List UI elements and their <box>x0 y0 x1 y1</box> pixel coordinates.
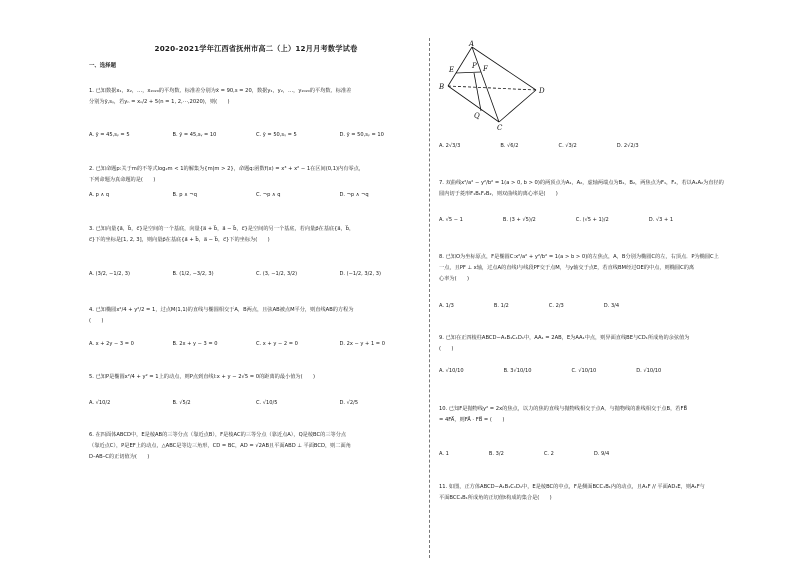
label-a: A <box>469 40 475 48</box>
option-d[interactable]: D. ȳ = 50,sᵧ = 10 <box>339 132 384 138</box>
question-6 <box>89 430 423 463</box>
question-3 <box>89 224 423 246</box>
option-b[interactable]: B. 3√10/10 <box>503 368 532 374</box>
question-line: 5. 已知P是椭圆x²/4 + y² = 1上的动点，则P点到直线l:x + y − 2√5 = 0的距离的最小值为( ) <box>89 374 315 380</box>
option-a[interactable]: A. √10/2 <box>89 400 111 406</box>
label-e: E <box>449 66 455 74</box>
question-line: 7. 双曲线x²/a² − y²/b² = 1(a > 0, b > 0)的两顶点为A₁，A₂，虚轴两端点为B₁，B₂，两焦点为F₁，F₂，若以A₁A₂为直径的 <box>439 180 724 186</box>
tetrahedron-figure <box>436 40 556 130</box>
option-b[interactable]: B. 2x + y − 3 = 0 <box>172 341 218 347</box>
option-d[interactable]: D. ¬p ∧ ¬q <box>339 192 369 198</box>
question-line: 分别为ȳ,sᵧ，若yₙ = xₙ/2 + 5(n = 1, 2,⋯,2020)，则( ) <box>89 99 230 105</box>
question-7 <box>439 178 773 200</box>
label-q: Q <box>474 112 480 120</box>
page-title: 2020-2021学年江西省抚州市高二（上）12月月考数学试卷 <box>154 44 358 53</box>
segment-ef <box>456 72 481 73</box>
label-d: D <box>539 87 545 95</box>
option-c[interactable]: C. x + y − 2 = 0 <box>256 341 298 347</box>
question-line: c⃗}下的坐标是[1, 2, 3]，则向量p⃗在基底{a⃗ + b⃗，a⃗ − b⃗，c⃗}下的坐标为( ) <box>89 237 270 243</box>
option-a[interactable]: A. 2√3/3 <box>439 143 461 149</box>
option-b[interactable]: B. p ∧ ¬q <box>172 192 197 198</box>
option-a[interactable]: A. √5 − 1 <box>439 217 463 223</box>
label-c: C <box>497 124 503 130</box>
option-a[interactable]: A. √10/10 <box>439 368 464 374</box>
label-p: P <box>472 62 477 70</box>
question-8-options <box>439 303 773 309</box>
option-d[interactable]: D. 3/4 <box>603 303 620 309</box>
option-b[interactable]: B. (1/2, −3/2, 3) <box>172 271 214 277</box>
question-line: ( ) <box>89 318 104 324</box>
option-b[interactable]: B. (3 + √5)/2 <box>502 217 536 223</box>
option-c[interactable]: C. ¬p ∧ q <box>256 192 281 198</box>
option-b[interactable]: B. ȳ = 45,sᵧ = 10 <box>172 132 217 138</box>
option-a[interactable]: A. x + 2y − 3 = 0 <box>89 341 134 347</box>
section-heading: 一、选择题 <box>89 63 116 69</box>
question-line: 4. 已知椭圆x²/4 + y²/2 = 1，过点M(1,1)的直线与椭圆相交于A，B两点，且弦AB被点M平分，则直线AB的方程为 <box>89 307 354 313</box>
question-4-options <box>89 341 423 347</box>
question-9 <box>439 333 773 355</box>
question-line: 心率为( ) <box>439 276 469 282</box>
question-line: D–AB–C的正切值为( ) <box>89 454 150 460</box>
option-c[interactable]: C. (√5 + 1)/2 <box>575 217 609 223</box>
question-3-options <box>89 271 423 277</box>
question-7-options <box>439 217 773 223</box>
option-c[interactable]: C. √10/5 <box>256 400 278 406</box>
question-line: 6. 在四面体ABCD中，E是棱AB的三等分点（靠近点B），F是棱AC的三等分点（靠近点A），Q是棱BC的三等分点 <box>89 432 347 438</box>
question-8 <box>439 252 773 285</box>
option-a[interactable]: A. (3/2, −1/2, 3) <box>89 271 130 277</box>
option-d[interactable]: D. (−1/2, 3/2, 3) <box>339 271 382 277</box>
question-line: 3. 已知向量{a⃗，b⃗，c⃗}是空间的一个基底，向量{a⃗ + b⃗，a⃗ − b⃗，c⃗}是空间的另一个基底，若向量p⃗在基底{a⃗，b⃗， <box>89 226 355 232</box>
question-6-options <box>439 143 773 149</box>
column-divider <box>429 38 430 558</box>
option-d[interactable]: D. 2√2/3 <box>616 143 639 149</box>
option-b[interactable]: B. √6/2 <box>500 143 519 149</box>
option-d[interactable]: D. 9/4 <box>593 451 610 457</box>
question-10-options <box>439 451 773 457</box>
edge-bd-hidden <box>448 86 536 90</box>
option-d[interactable]: D. √2/5 <box>339 400 359 406</box>
question-line: 9. 已知在正四棱柱ABCD−A₁B₁C₁D₁中，AA₁ = 2AB，E为AA₁中点，则异面直线BE与CD₁所成角的余弦值为 <box>439 335 690 341</box>
option-c[interactable]: C. √3/2 <box>558 143 577 149</box>
edge-cd <box>499 90 536 122</box>
question-line: ( ) <box>439 346 454 352</box>
option-d[interactable]: D. √10/10 <box>636 368 662 374</box>
question-line: = 4FA⃗，则FA⃗ · FB⃗ = ( ) <box>439 417 505 423</box>
option-c[interactable]: C. 2/3 <box>548 303 564 309</box>
question-2 <box>89 164 423 186</box>
question-4 <box>89 305 423 327</box>
option-a[interactable]: A. 1/3 <box>439 303 454 309</box>
option-d[interactable]: D. 2x − y + 1 = 0 <box>339 341 385 347</box>
question-5 <box>89 372 423 383</box>
question-line: 平面BCC₁B₁所成角的正切值t构成的集合是( ) <box>439 495 552 501</box>
question-line: 一点，且PF ⊥ x轴，过点A的直线l与线段PF交于点M，与y轴交于点E，若直线BM经过OE的中点，则椭圆C的离 <box>439 265 695 271</box>
option-b[interactable]: B. √5/2 <box>172 400 191 406</box>
option-a[interactable]: A. p ∧ q <box>89 192 110 198</box>
option-d[interactable]: D. √3 + 1 <box>648 217 674 223</box>
edge-ad <box>472 47 536 90</box>
question-1-options <box>89 132 423 138</box>
question-line: 11. 如图，正方体ABCD−A₁B₁C₁D₁中，E是棱BC的中点，F是侧面BCC₁B₁内的动点，且A₁F // 平面AD₁E，则A₁F与 <box>439 484 705 490</box>
question-1 <box>89 86 423 108</box>
option-c[interactable]: C. (3, −1/2, 3/2) <box>256 271 298 277</box>
option-b[interactable]: B. 1/2 <box>493 303 509 309</box>
label-f: F <box>483 65 488 73</box>
option-a[interactable]: A. ȳ = 45,sᵧ = 5 <box>89 132 130 138</box>
question-line: 10. 已知F是抛物线y² = 2x的焦点，以力的焦的直线与抛物线相交于点A，与抛物线的准线相交于点B，若FB⃗ <box>439 406 688 412</box>
question-line: 8. 已知O为坐标原点，F是椭圆C:x²/a² + y²/b² = 1(a > b > 0)的左焦点，A，B分别为椭圆C的左，右顶点．P为椭圆C上 <box>439 254 719 260</box>
question-line: 圆内切于菱形F₁B₁F₂B₂，则双曲线的离心率是( ) <box>439 191 558 197</box>
question-9-options <box>439 368 773 374</box>
label-b: B <box>439 83 445 91</box>
question-2-options <box>89 192 423 198</box>
question-10 <box>439 404 773 426</box>
option-b[interactable]: B. 3/2 <box>488 451 504 457</box>
question-line: （靠近点C），P是EF上的动点，△ABC是等边三角形，CD = BC，AD = √2AB且平面ABD ⊥ 平面BCD，则二面角 <box>89 443 351 449</box>
question-line: 2. 已知命题p:关于m的不等式log₂m < 1的解集为{m|m > 2}，命题q:函数f(x) = x³ + x² − 1在区间(0,1)内有零点， <box>89 166 364 172</box>
question-line: 1. 已知数据x₁，x₂，…，x₂₀₂₀的平均数、标准差分别为x̄ = 90,s = 20，数据y₁，y₂，…，y₂₀₂₀的平均数、标准差 <box>89 88 352 94</box>
option-c[interactable]: C. ȳ = 50,sᵧ = 5 <box>256 132 297 138</box>
question-line: 下列命题为真命题的是( ) <box>89 177 156 183</box>
option-c[interactable]: C. √10/10 <box>571 368 597 374</box>
option-a[interactable]: A. 1 <box>439 451 449 457</box>
question-5-options <box>89 400 423 406</box>
option-c[interactable]: C. 2 <box>543 451 554 457</box>
question-11 <box>439 482 773 504</box>
